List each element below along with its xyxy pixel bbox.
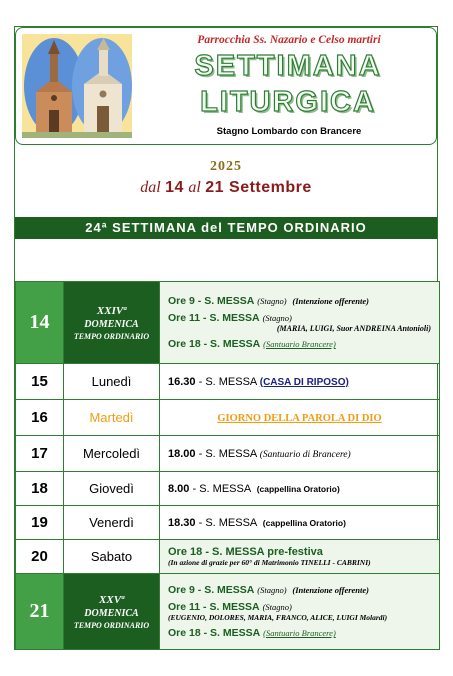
mass-time: 8.00	[168, 482, 190, 495]
day-number: 16	[16, 400, 64, 436]
table-row	[16, 364, 440, 400]
sunday-season: TEMPO ORDINARIO	[73, 620, 150, 630]
mass-location: (Santuario Brancere)	[263, 628, 336, 638]
mass-cell	[160, 506, 440, 540]
mass-cell	[160, 364, 440, 400]
special-day-label: GIORNO DELLA PAROLA DI DIO	[217, 412, 382, 424]
sunday-label: DOMENICA	[84, 607, 139, 619]
mass-time: Ore 11	[168, 312, 201, 324]
mass-time: Ore 9	[168, 295, 195, 307]
mass-label: - S. MESSA	[198, 516, 257, 529]
mass-line	[168, 584, 431, 596]
date-to: 21 Settembre	[205, 179, 312, 196]
day-name: Lunedì	[64, 364, 160, 400]
mass-time: Ore 18	[168, 546, 203, 558]
mass-cell	[160, 540, 440, 574]
title-settimana: SETTIMANA	[194, 50, 382, 82]
mass-line	[168, 295, 431, 307]
year: 2025	[210, 159, 242, 174]
mass-line	[168, 338, 431, 350]
mass-label: - S. MESSA	[203, 601, 260, 613]
mass-time: Ore 18	[168, 627, 201, 639]
mass-time: 18.00	[168, 447, 196, 460]
sunday-masses	[160, 574, 440, 650]
table-row	[16, 540, 440, 574]
mass-location: (Stagno)	[262, 602, 292, 612]
date-dal: dal	[140, 179, 161, 196]
table-row	[16, 574, 440, 650]
mass-location: (Stagno)	[262, 313, 292, 323]
schedule-table	[15, 281, 440, 650]
day-number: 20	[16, 540, 64, 574]
date-al: al	[188, 179, 201, 196]
table-row	[16, 282, 440, 364]
mass-intention: (Intenzione offerente)	[292, 296, 369, 306]
sunday-label: DOMENICA	[84, 318, 139, 330]
table-row	[16, 436, 440, 472]
day-name: Giovedì	[64, 472, 160, 506]
mass-intention: (In azione di grazie per 60° di Matrimonio TINELLI - CABRINI)	[168, 558, 371, 567]
mass-cell	[160, 436, 440, 472]
mass-label: - S. MESSA	[197, 584, 255, 596]
mass-location: (Stagno)	[257, 585, 287, 595]
day-name: Sabato	[64, 540, 160, 574]
header-box	[15, 27, 437, 145]
day-name: Mercoledì	[64, 436, 160, 472]
sunday-ordinal: XXVª	[99, 593, 124, 606]
sunday-masses	[160, 282, 440, 364]
table-row	[16, 472, 440, 506]
day-number: 18	[16, 472, 64, 506]
mass-location: (CASA DI RIPOSO)	[259, 376, 349, 388]
church-logo-image	[22, 34, 132, 138]
title-liturgica: LITURGICA	[200, 86, 376, 118]
table-row	[16, 400, 440, 436]
sunday-title	[64, 282, 160, 364]
week-banner: 24ª SETTIMANA del TEMPO ORDINARIO	[15, 217, 437, 239]
mass-line	[168, 601, 431, 613]
mass-time: Ore 18	[168, 338, 201, 350]
mass-line	[168, 312, 431, 324]
mass-label: - S. MESSA	[198, 447, 257, 460]
mass-intention: (Intenzione offerente)	[292, 585, 369, 595]
mass-intention: (MARIA, LUIGI, Suor ANDREINA Antonioli)	[276, 324, 431, 333]
mass-location: (cappellina Oratorio)	[256, 483, 340, 494]
day-number: 19	[16, 506, 64, 540]
mass-line	[168, 546, 431, 558]
mass-cell	[160, 400, 440, 436]
bulletin-page	[14, 26, 438, 650]
day-name: Martedì	[64, 400, 160, 436]
day-number: 14	[16, 282, 64, 364]
mass-time: Ore 11	[168, 601, 201, 613]
day-name: Venerdì	[64, 506, 160, 540]
date-range	[15, 179, 437, 197]
sunday-ordinal: XXIVª	[96, 304, 127, 317]
mass-label: - S. MESSA	[203, 312, 260, 324]
mass-intention: (EUGENIO, DOLORES, MARIA, FRANCO, ALICE, LUIGI Molardi)	[168, 613, 388, 622]
mass-location: (Stagno)	[257, 296, 287, 306]
sunday-title	[64, 574, 160, 650]
mass-cell	[160, 472, 440, 506]
sunday-season: TEMPO ORDINARIO	[73, 331, 150, 341]
mass-label: - S. MESSA	[197, 295, 255, 307]
mass-line	[168, 627, 431, 639]
mass-label: - S. MESSA	[192, 482, 251, 495]
mass-time: Ore 9	[168, 584, 195, 596]
mass-time: 16.30	[168, 375, 196, 388]
table-row	[16, 506, 440, 540]
mass-time: 18.30	[168, 516, 196, 529]
date-from: 14	[165, 179, 184, 196]
mass-location: (Santuario Brancere)	[263, 339, 336, 349]
mass-location: (Santuario di Brancere)	[259, 449, 351, 460]
mass-label: - S. MESSA	[203, 338, 261, 350]
mass-location: (cappellina Oratorio)	[262, 517, 346, 528]
day-number: 17	[16, 436, 64, 472]
day-number: 21	[16, 574, 64, 650]
parish-name: Parrocchia Ss. Nazario e Celso martiri	[197, 34, 381, 46]
mass-label: - S. MESSA	[203, 627, 261, 639]
mass-label: - S. MESSA pre-festiva	[205, 546, 323, 558]
day-number: 15	[16, 364, 64, 400]
place-name: Stagno Lombardo con Brancere	[216, 126, 362, 137]
mass-label: - S. MESSA	[198, 375, 257, 388]
